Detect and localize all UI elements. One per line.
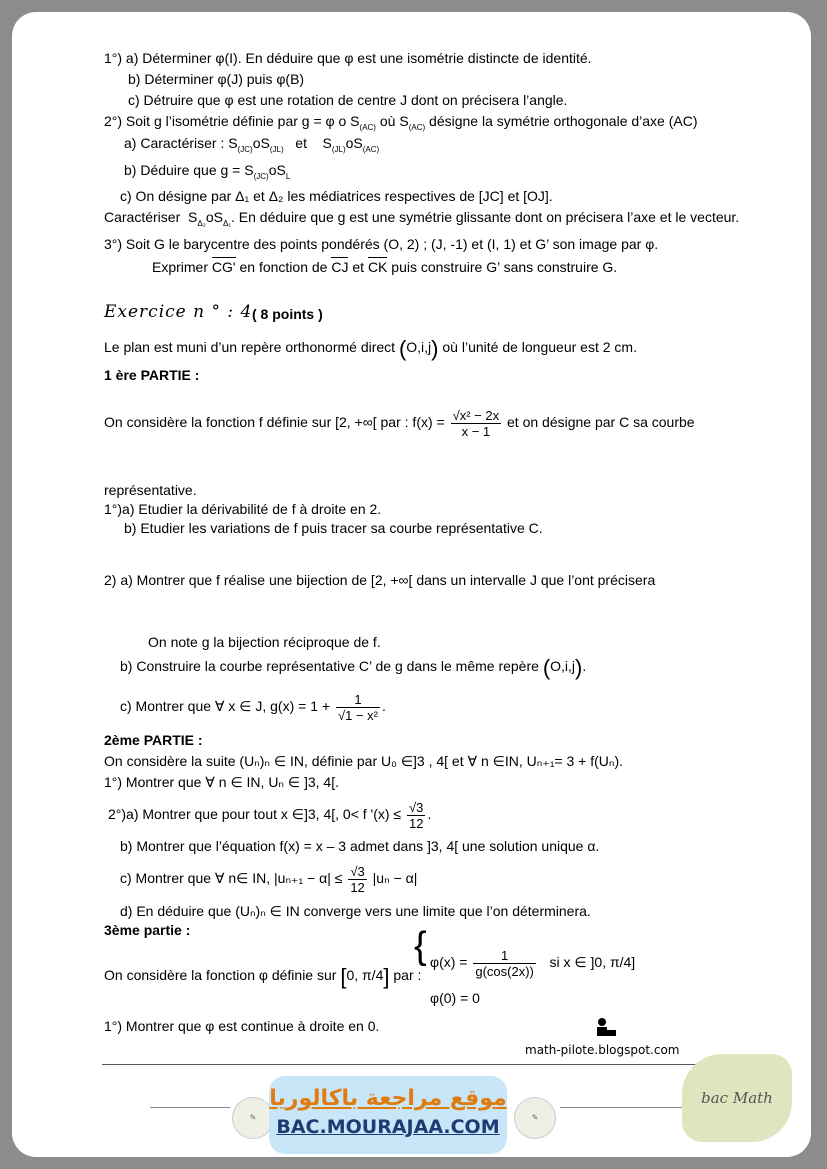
banner-url: BAC.MOURAJAA.COM <box>276 1116 500 1138</box>
ex4-intro: Le plan est muni d’un repère orthonormé direct (O,i,j) où l’unité de longueur est 2 cm. <box>104 335 637 361</box>
p2-q2a: 2°)a) Montrer que pour tout x ∈]3, 4[, 0< f '(x) ≤ $\frac{√3}{12}$ . <box>108 800 432 831</box>
q2b: b) Déduire que $g = S_{(JC)}oS_L$ <box>124 162 291 181</box>
q1c: c) Détruire que φ est une rotation de centre J dont on précisera l’angle. <box>128 92 568 108</box>
p2-q2c: c) Montrer que ∀ n∈ IN, |uₙ₊₁ − α| ≤ $\frac{√3}{12}$ |uₙ − α| <box>120 864 418 895</box>
p1-q1a: 1°)a) Etudier la dérivabilité de f à droite en 2. <box>104 501 382 517</box>
site-banner[interactable] <box>269 1076 507 1154</box>
p3-case2: φ(0) = 0 <box>430 990 480 1006</box>
blog-url[interactable]: math-pilote.blogspot.com <box>525 1043 680 1057</box>
q1a: 1°) a) Déterminer φ(I). En déduire que φ est une isométrie distincte de identité. <box>104 50 592 66</box>
p2-q2d: d) En déduire que (Uₙ)ₙ ∈ IN converge vers une limite que l’on déterminera. <box>120 903 591 919</box>
p3-q1: 1°) Montrer que φ est continue à droite en 0. <box>104 1018 380 1034</box>
site-logo-right: ✎ <box>514 1097 556 1139</box>
exercise-points: ( 8 points ) <box>252 306 323 322</box>
banner-arabic: موقع مراجعة باكالوريا <box>269 1086 507 1111</box>
footer-rule <box>102 1064 773 1065</box>
exercise-title: Exercice n ° : 4 <box>104 302 253 322</box>
p3-case1: φ(x) = $\frac{1}{g(\cos(2x))}$ si x ∈ ]0, π/4] <box>430 948 636 979</box>
document-page <box>12 12 811 1157</box>
p1-note: On note g la bijection réciproque de f. <box>148 634 381 650</box>
separator-left <box>150 1107 230 1108</box>
p2-q2b: b) Montrer que l’équation f(x) = x – 3 admet dans ]3, 4[ une solution unique α. <box>120 838 600 854</box>
bac-math-badge: bac Math <box>682 1054 792 1142</box>
p1-q2c: c) Montrer que ∀ x ∈ J, g(x) = 1 + $\frac{1}{\text{√1 − x²}}$ . <box>120 692 386 723</box>
q3: 3°) Soit G le barycentre des points pondérés (O, 2) ; (J, -1) et (I, 1) et G’ son image par φ. <box>104 236 659 252</box>
p1-q2b: b) Construire la courbe représentative C’ de g dans le même repère (O,i,j). <box>120 654 587 680</box>
part3-title: 3ème partie : <box>104 922 191 938</box>
q1b: b) Déterminer φ(J) puis φ(B) <box>128 71 305 87</box>
vector-cj: CJ <box>331 259 349 275</box>
p2-q1: 1°) Montrer que ∀ n ∈ IN, Uₙ ∈ ]3, 4[. <box>104 774 339 790</box>
p2-intro: On considère la suite (Uₙ)ₙ ∈ IN, définie par U₀ ∈]3 , 4[ et ∀ n ∈IN, Uₙ₊₁= 3 + f(Uₙ). <box>104 753 624 769</box>
q2: 2°) Soit g l’isométrie définie par g = φ o $S_{(AC)}$ où $S_{(AC)}$ désigne la symétrie orthogonale d’axe (AC) <box>104 113 698 132</box>
q2c: c) On désigne par Δ₁ et Δ₂ les médiatrices respectives de [JC] et [OJ]. <box>120 188 553 204</box>
reader-icon <box>594 1016 618 1040</box>
vector-cg: CG' <box>211 259 236 275</box>
part1-title: 1 ère PARTIE : <box>104 367 200 383</box>
q2c-cont: Caractériser $S_{\Delta_2}oS_{\Delta_1}$. En déduire que g est une symétrie glissante dont on précisera l’axe et le vecteur. <box>104 209 740 228</box>
separator-right <box>560 1107 690 1108</box>
vector-ck: CK <box>367 259 388 275</box>
p1-q2a: 2) a) Montrer que f réalise une bijection de [2, +∞[ dans un intervalle J que l’ont précisera <box>104 572 656 588</box>
q2a: a) Caractériser : $S_{(JC)}oS_{(JL)}$ et $S_{(JL)}oS_{(AC)}$ <box>124 135 380 154</box>
p1-intro: On considère la fonction f définie sur [2, +∞[ par : f(x) = $\frac{\text{√x² − 2x}}{x - 1}$ et on désigne par C sa courbe <box>104 408 695 439</box>
p1-rep: représentative. <box>104 482 197 498</box>
q3-expr: Exprimer CG' en fonction de CJ et CK puis construire G’ sans construire G. <box>152 259 618 275</box>
site-logo-left: ✎ <box>232 1097 274 1139</box>
p3-intro: On considère la fonction φ définie sur [0, π/4] par : <box>104 963 422 989</box>
cases-brace: { <box>414 925 427 967</box>
part2-title: 2ème PARTIE : <box>104 732 203 748</box>
p1-q1b: b) Etudier les variations de f puis tracer sa courbe représentative C. <box>124 520 543 536</box>
